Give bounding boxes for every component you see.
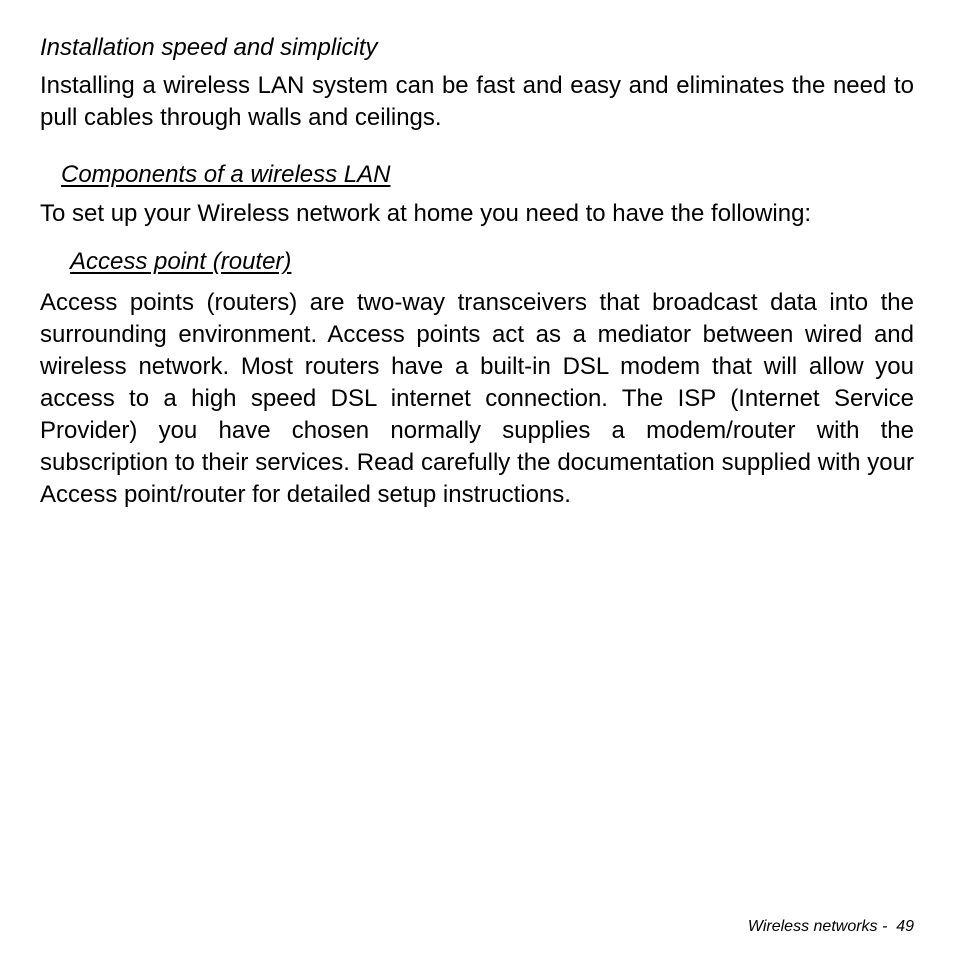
page-number: 49 (896, 918, 914, 935)
installation-heading: Installation speed and simplicity (40, 34, 378, 61)
access-point-heading: Access point (router) (70, 248, 292, 275)
footer-section-name: Wireless networks - (747, 918, 888, 935)
components-heading: Components of a wireless LAN (61, 161, 391, 188)
installation-paragraph: Installing a wireless LAN system can be fast and easy and eliminates the need to pull cables through walls and ceilings. (40, 72, 914, 131)
access-point-paragraph: Access points (routers) are two-way transceivers that broadcast data into the surrounding environment. Access points act as a mediator between wired and wireless network. Most routers have a built-in DSL modem that will allow you access to a high speed DSL internet connection. The ISP (Internet Service Provider) you have chosen normally supplies a modem/router with the subscription to their services. Read carefully the documentation supplied with your Access point/router for detailed setup instructions. (40, 289, 914, 508)
components-paragraph: To set up your Wireless network at home you need to have the following: (40, 200, 812, 227)
page-footer (748, 917, 914, 937)
